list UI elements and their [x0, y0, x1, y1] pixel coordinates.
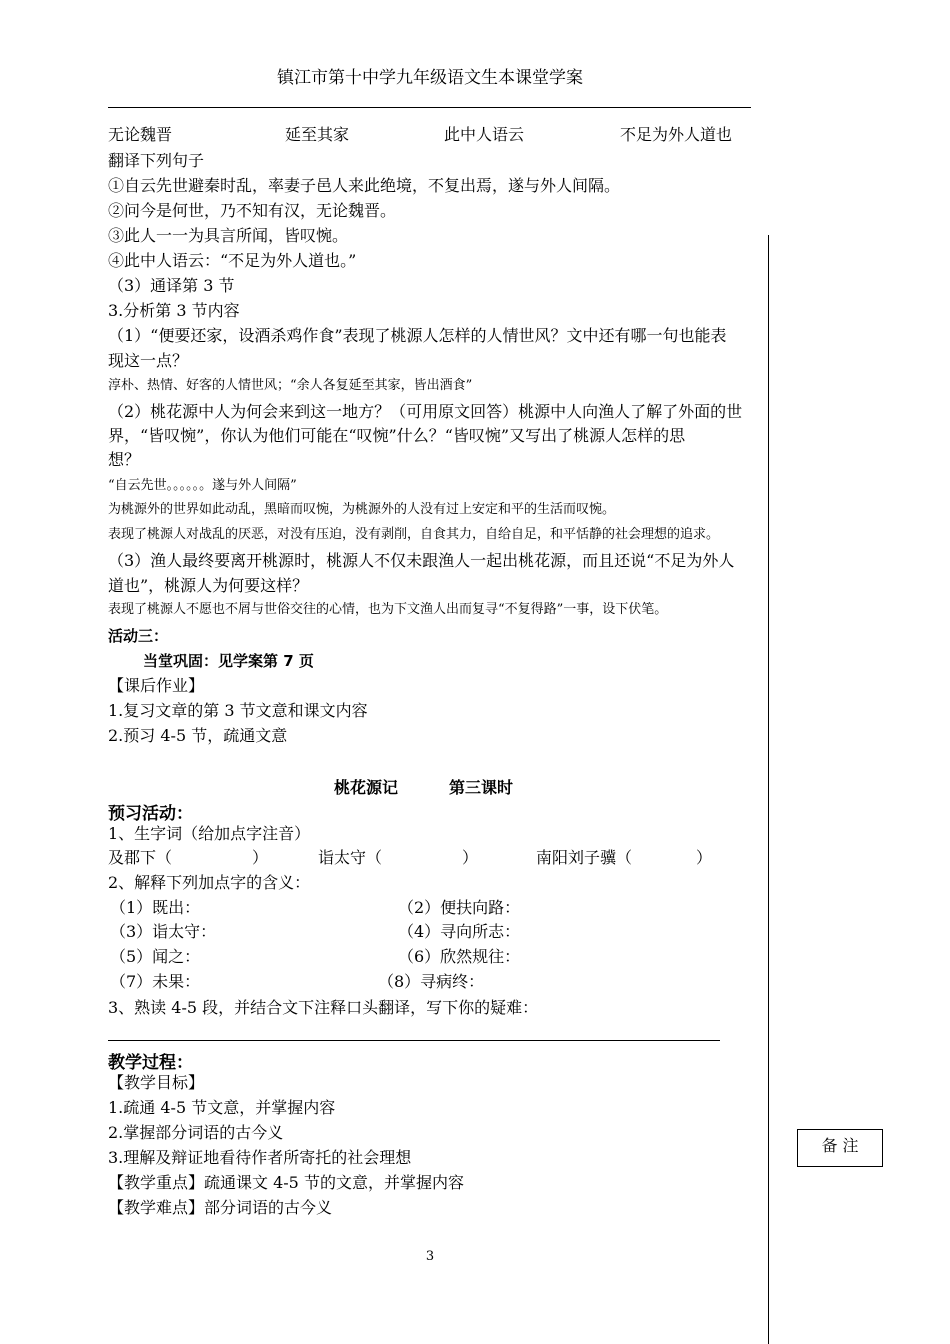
homework-item: 2.预习 4-5 节，疏通文意 [108, 726, 288, 745]
question-1: 现这一点？ [108, 351, 189, 370]
vocab-4: 不足为外人道也 [620, 125, 733, 144]
analysis-heading: 3.分析第 3 节内容 [108, 301, 240, 320]
page-number: 3 [425, 1249, 435, 1264]
answer-2: 为桃源外的世界如此动乱，黑暗而叹惋，为桃源外的人没有过上安定和平的生活而叹惋。 [108, 502, 616, 517]
answer-2: “自云先世。。。。。。遂与外人间隔” [108, 478, 297, 493]
goal-title: 【教学目标】 [108, 1073, 205, 1092]
meaning-item: （5）闻之： [110, 947, 201, 966]
translate-heading: 翻译下列句子 [108, 151, 205, 170]
answer-line [108, 1040, 720, 1041]
translate-item: ①自云先世避秦时乱，率妻子邑人来此绝境，不复出焉，遂与外人间隔。 [108, 176, 621, 195]
vocab-2: 延至其家 [285, 125, 350, 144]
pinyin-title: 1、生字词（给加点字注音） [108, 824, 311, 843]
preview-title: 预习活动： [108, 804, 193, 824]
meaning-item: （7）未果： [110, 972, 201, 991]
lesson-title: 桃花源记 [334, 778, 399, 797]
margin-rule [768, 235, 769, 1344]
homework-item: 1.复习文章的第 3 节文意和课文内容 [108, 701, 368, 720]
meaning-item: （3）诣太守： [110, 922, 217, 941]
question-2: （2）桃花源中人为何会来到这一地方？（可用原文回答）桃源中人向渔人了解了外面的世 [108, 402, 743, 421]
question-2: 想？ [108, 450, 141, 469]
pinyin-item: 南阳刘子骥（ ） [536, 848, 713, 867]
header-rule [108, 107, 751, 108]
goal-item: 1.疏通 4-5 节文意，并掌握内容 [108, 1098, 336, 1117]
consolidate-note: 当堂巩固：见学案第 7 页 [143, 652, 314, 670]
answer-2: 表现了桃源人对战乱的厌恶，对没有压迫，没有剥削，自食其力，自给自足，和平恬静的社会理想的追求。 [108, 527, 720, 542]
page-title: 镇江市第十中学九年级语文生本课堂学案 [277, 68, 583, 88]
translate-item: ②问今是何世，乃不知有汉，无论魏晋。 [108, 201, 397, 220]
question-2: 界，“皆叹惋”，你认为他们可能在“叹惋”什么？“皆叹惋”又写出了桃源人怎样的思 [108, 426, 686, 445]
answer-3: 表现了桃源人不愿也不屑与世俗交往的心情，也为下文渔人出而复寻“不复得路”一事，设下伏笔。 [108, 602, 668, 617]
homework-title: 【课后作业】 [108, 676, 205, 695]
remark-box: 备 注 [797, 1129, 883, 1167]
goal-item: 3.理解及辩证地看待作者所寄托的社会理想 [108, 1148, 412, 1167]
vocab-3: 此中人语云 [444, 125, 525, 144]
meaning-item: （6）欣然规往： [398, 947, 521, 966]
pinyin-item: 诣太守（ ） [318, 848, 479, 867]
lesson-period: 第三课时 [449, 778, 514, 797]
meaning-item: （4）寻向所志： [398, 922, 521, 941]
activity-3-title: 活动三： [108, 627, 169, 645]
goal-item: 2.掌握部分词语的古今义 [108, 1123, 284, 1142]
meaning-item: （1）既出： [110, 898, 201, 917]
teaching-title: 教学过程： [108, 1053, 193, 1073]
translate-item: ④此中人语云：“不足为外人道也。” [108, 251, 357, 270]
question-3: （3）渔人最终要离开桃源时，桃源人不仅未跟渔人一起出桃花源，而且还说“不足为外人 [108, 551, 735, 570]
translate-item: ③此人一一为具言所闻，皆叹惋。 [108, 226, 349, 245]
meaning-item: （8）寻病终： [378, 972, 485, 991]
answer-1: 淳朴、热情、好客的人情世风；“余人各复延至其家，皆出酒食” [108, 378, 473, 393]
difficult-point: 【教学难点】部分词语的古今义 [108, 1198, 333, 1217]
question-3: 道也”，桃源人为何要这样？ [108, 576, 309, 595]
key-point: 【教学重点】疏通课文 4-5 节的文意，并掌握内容 [108, 1173, 464, 1192]
reading-task: 3、熟读 4-5 段，并结合文下注释口头翻译，写下你的疑难： [108, 998, 539, 1017]
vocab-1: 无论魏晋 [108, 125, 173, 144]
step-3: （3）通译第 3 节 [108, 276, 235, 295]
meaning-title: 2、解释下列加点字的含义： [108, 873, 311, 892]
question-1: （1）“便要还家，设酒杀鸡作食”表现了桃源人怎样的人情世风？文中还有哪一句也能表 [108, 326, 727, 345]
pinyin-item: 及郡下（ ） [108, 848, 269, 867]
meaning-item: （2）便扶向路： [398, 898, 521, 917]
